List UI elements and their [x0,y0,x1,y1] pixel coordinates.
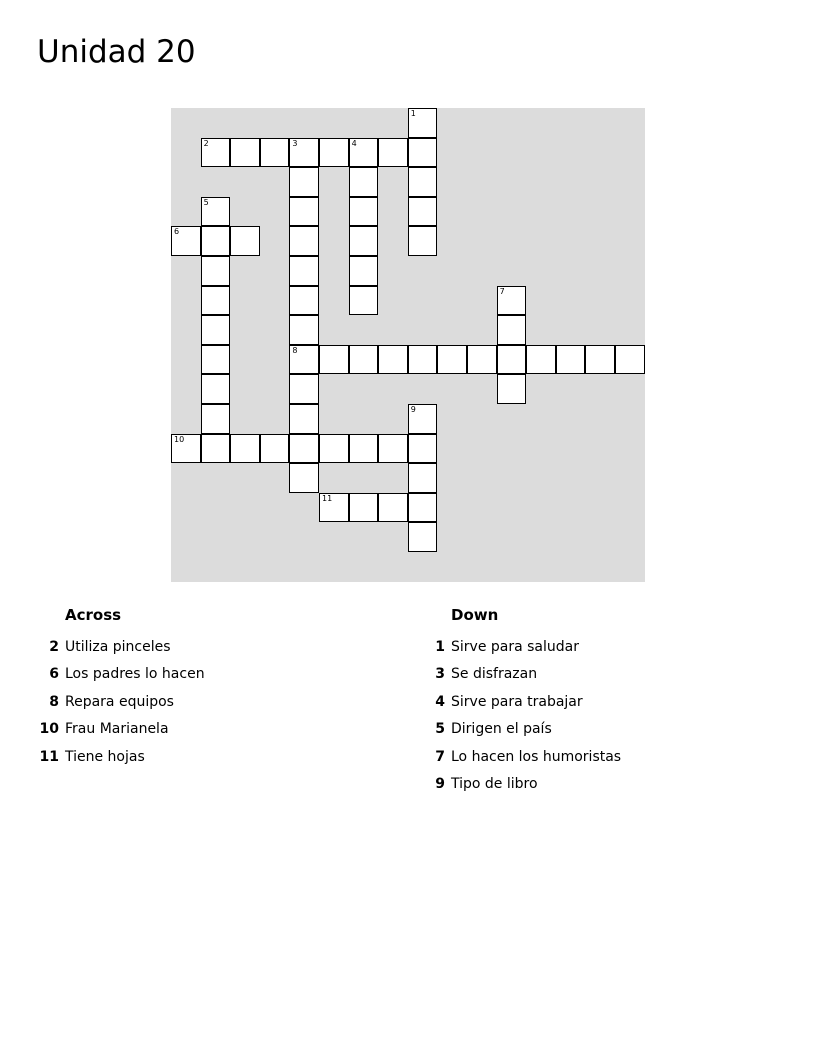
crossword-cell[interactable] [408,463,438,493]
crossword-cell[interactable] [201,315,231,345]
cell-number: 4 [351,138,357,148]
crossword-cell[interactable] [289,286,319,316]
cell-number: 9 [410,405,416,414]
crossword-grid [171,108,645,582]
crossword-cell[interactable] [408,197,438,227]
crossword-cell[interactable] [408,345,438,375]
clue-text: Tipo de libro [451,775,538,792]
clue-number: 11 [39,748,59,765]
crossword-cell[interactable] [497,345,527,375]
crossword-cell[interactable] [585,345,615,375]
crossword-cell[interactable] [349,167,379,197]
cell-number: 7 [499,286,505,296]
crossword-cell[interactable] [467,345,497,375]
crossword-cell[interactable] [378,434,408,464]
crossword-cell[interactable] [349,197,379,227]
crossword-cell[interactable] [408,226,438,256]
crossword-cell[interactable] [201,256,231,286]
crossword-cell[interactable] [408,493,438,523]
clue-text: Repara equipos [65,693,174,710]
crossword-cell[interactable] [349,256,379,286]
clue-text: Se disfrazan [451,666,538,683]
crossword-cell[interactable] [319,345,349,375]
crossword-cell[interactable] [349,138,379,168]
clue-number: 10 [39,721,59,738]
crossword-cell[interactable] [289,463,319,493]
clue-number: 7 [435,748,445,765]
crossword-cell[interactable] [230,138,260,168]
cell-number: 3 [292,138,298,148]
crossword-cell[interactable] [556,345,586,375]
crossword-cell[interactable] [349,493,379,523]
clue-text: Lo hacen los humoristas [451,748,622,765]
clue-number: 5 [435,721,445,738]
crossword-cell[interactable] [201,138,231,168]
crossword-cell[interactable] [171,434,201,464]
crossword-cell[interactable] [349,434,379,464]
crossword-cell[interactable] [201,286,231,316]
clue-number: 3 [435,666,445,683]
clue-number: 6 [49,666,59,683]
crossword-cell[interactable] [615,345,645,375]
crossword-cell[interactable] [408,138,438,168]
clue-number: 9 [435,775,445,792]
clue-text: Los padres lo hacen [65,666,205,683]
crossword-cell[interactable] [289,226,319,256]
crossword-cell[interactable] [289,374,319,404]
cell-number: 2 [203,138,209,148]
crossword-cell[interactable] [289,434,319,464]
crossword-cell[interactable] [260,138,290,168]
crossword-cell[interactable] [201,197,231,227]
clue-text: Tiene hojas [65,748,145,765]
crossword-cell[interactable] [497,374,527,404]
crossword-cell[interactable] [230,434,260,464]
clue-text: Dirigen el país [451,721,552,738]
down-heading: Down [451,606,499,624]
crossword-cell[interactable] [437,345,467,375]
crossword-cell[interactable] [201,345,231,375]
crossword-cell[interactable] [497,315,527,345]
crossword-cell[interactable] [171,226,201,256]
cell-number: 10 [174,434,185,444]
crossword-cell[interactable] [289,197,319,227]
crossword-cell[interactable] [289,315,319,345]
cell-number: 5 [203,197,209,207]
cell-number: 6 [174,227,180,237]
crossword-cell[interactable] [201,226,231,256]
crossword-cell[interactable] [319,138,349,168]
crossword-cell[interactable] [289,138,319,168]
cell-number: 8 [292,345,298,355]
crossword-cell[interactable] [260,434,290,464]
crossword-cell[interactable] [201,374,231,404]
crossword-cell[interactable] [408,167,438,197]
crossword-cell[interactable] [378,345,408,375]
cell-number: 1 [410,109,416,118]
crossword-cell[interactable] [408,404,438,434]
crossword-cell[interactable] [201,434,231,464]
crossword-cell[interactable] [289,345,319,375]
clue-text: Utiliza pinceles [65,639,171,655]
crossword-cell[interactable] [408,434,438,464]
crossword-cell[interactable] [201,404,231,434]
cell-number: 11 [322,493,333,503]
across-heading: Across [65,606,122,624]
crossword-cell[interactable] [497,286,527,316]
clue-number: 1 [435,639,445,655]
crossword-cell[interactable] [319,493,349,523]
crossword-cell[interactable] [349,345,379,375]
crossword-cell[interactable] [289,404,319,434]
crossword-cell[interactable] [319,434,349,464]
clue-text: Sirve para trabajar [451,693,583,710]
clue-text: Frau Marianela [65,721,169,738]
crossword-cell[interactable] [230,226,260,256]
crossword-cell[interactable] [378,493,408,523]
crossword-cell[interactable] [349,286,379,316]
crossword-cell[interactable] [526,345,556,375]
page-title: Unidad 20 [37,34,196,70]
crossword-cell[interactable] [349,226,379,256]
clue-number: 2 [49,639,59,655]
crossword-cell[interactable] [378,138,408,168]
crossword-cell[interactable] [408,522,438,552]
crossword-cell[interactable] [408,108,438,138]
clue-text: Sirve para saludar [451,639,579,655]
crossword-cell[interactable] [289,256,319,286]
clue-number: 8 [49,693,59,710]
clue-number: 4 [435,693,445,710]
crossword-cell[interactable] [289,167,319,197]
